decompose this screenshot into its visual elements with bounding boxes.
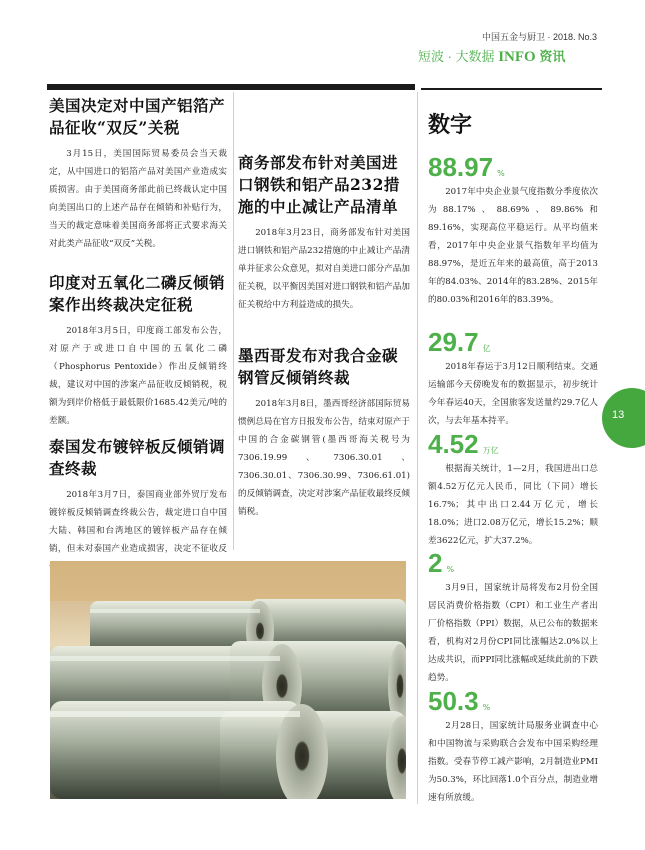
digit-unit: %: [446, 565, 455, 574]
digit-text: 2017年中央企业景气度指数分季度依次为88.17%、88.69%、89.86%和89.16%，实现高位平稳运行。从平均值来看，2017年中央企业景气指数年平均值为88.97%，是近五年来的最高值，高于2013年的84.03%、2014年的83.28%、2015年的80.03%和2016年的83.39%。: [428, 187, 598, 305]
digit-number: 50.3: [428, 686, 479, 716]
article-body: 2018年3月5日，印度商工部发布公告，对原产于或进口自中国的五氧化二磷（Phosphorus Pentoxide）作出反倾销终裁，建议对中国的涉案产品征收反倾销税，税额为到岸价格低于最低限价1685.42美元/吨的差额。: [49, 326, 227, 426]
header-rule-right: [421, 88, 602, 90]
article-title: 印度对五氧化二磷反倾销案作出终裁决定征税: [49, 273, 226, 314]
digit-unit: 亿: [482, 344, 491, 353]
section-header: [418, 46, 598, 66]
digit-item: [428, 687, 598, 807]
digit-item: [428, 153, 598, 309]
digits-title: 数字: [428, 112, 473, 138]
section-prefix: 短波 · 大数据: [418, 49, 495, 64]
article-1: [49, 95, 227, 253]
article-title: 商务部发布针对美国进口钢铁和铝产品232措施的中止减让产品清单: [238, 153, 400, 216]
aluminum-coils-photo: [50, 561, 406, 799]
article-title: 墨西哥发布对我合金碳钢管反倾销终裁: [238, 346, 399, 387]
article-5: [238, 345, 410, 521]
journal-header: 中国五金与厨卫 · 2018. No.3: [481, 32, 597, 42]
digit-unit: 万亿: [482, 446, 499, 455]
article-body: 2018年3月8日，墨西哥经济部国际贸易惯例总局在官方日报发布公告，结束对原产于中国的合金碳钢管(墨西哥海关税号为7306.19.99、7306.30.01、7306.30.01、7306.30.99、7306.61.01)的反倾销调查，决定对涉案产品征收最终反倾销税。: [238, 399, 410, 517]
digit-number: 4.52: [428, 429, 479, 459]
digit-text: 2月28日，国家统计局服务业调查中心和中国物流与采购联合会发布中国采购经理指数。受春节停工减产影响，2月制造业PMI为50.3%，环比回落1.0个百分点，制造业增速有所放缓。: [428, 721, 598, 803]
digit-unit: %: [497, 169, 505, 178]
header-rule-left: [47, 84, 415, 90]
digit-number: 88.97: [428, 152, 494, 182]
section-cn: 资讯: [539, 49, 566, 64]
digit-text: 2018年春运于3月12日顺利结束。交通运输部今天傍晚发布的数据显示，初步统计今年春运40天，全国旅客发送量约29.7亿人次，与去年基本持平。: [428, 362, 598, 426]
article-title: 美国决定对中国产铝箔产品征收“双反”关税: [49, 96, 226, 137]
article-body: 2018年3月7日，泰国商业部外贸厅发布镀锌板反倾销调查终裁公告，裁定进口自中国大陆、韩国和台湾地区的镀锌板产品存在倾销，但未对泰国产业造成损害，决定不征收反: [49, 490, 227, 554]
section-en: INFO: [498, 49, 536, 65]
digit-item: [428, 430, 598, 550]
article-body: 2018年3月23日，商务部发布针对美国进口钢铁和铝产品232措施的中止减让产品清单并征求公众意见，拟对自美进口部分产品加征关税，以平衡因美国对进口钢铁和铝产品加征关税给中方利益造成的损失。: [238, 228, 410, 310]
column-divider: [233, 92, 234, 550]
column-divider: [417, 92, 418, 804]
article-3: [49, 436, 227, 576]
digit-number: 2: [428, 548, 443, 578]
digit-text: 3月9日，国家统计局将发布2月份全国居民消费价格指数（CPI）和工业生产者出厂价格指数（PPI）数据，从已公布的数据来看，机构对2月份CPI同比涨幅达2.0%以上达成共识，而PPI同比涨幅或延续此前的下跌趋势。: [428, 583, 598, 683]
digit-unit: %: [482, 703, 491, 712]
page-number: 13: [612, 409, 625, 421]
article-title: 泰国发布镀锌板反倾销调查终裁: [49, 437, 226, 478]
digit-text: 根据海关统计，1—2月，我国进出口总额4.52万亿元人民币，同比（下同）增长16.7%；其中出口2.44万亿元，增长18.0%；进口2.08万亿元，增长15.2%；顺差3622亿元，扩大37.2%。: [428, 464, 598, 546]
article-4: [238, 152, 410, 314]
digit-number: 29.7: [428, 327, 479, 357]
digit-item: [428, 328, 598, 430]
digit-item: [428, 549, 598, 687]
article-2: [49, 272, 227, 430]
article-body: 3月15日，美国国际贸易委员会当天裁定，从中国进口的铝箔产品对美国产业造成实质损害。由于美国商务部此前已终裁认定中国向美国出口的上述产品存在倾销和补贴行为，当天的裁定意味着美国商务部将正式要求海关对此类产品征收“双反”关税。: [49, 149, 227, 249]
